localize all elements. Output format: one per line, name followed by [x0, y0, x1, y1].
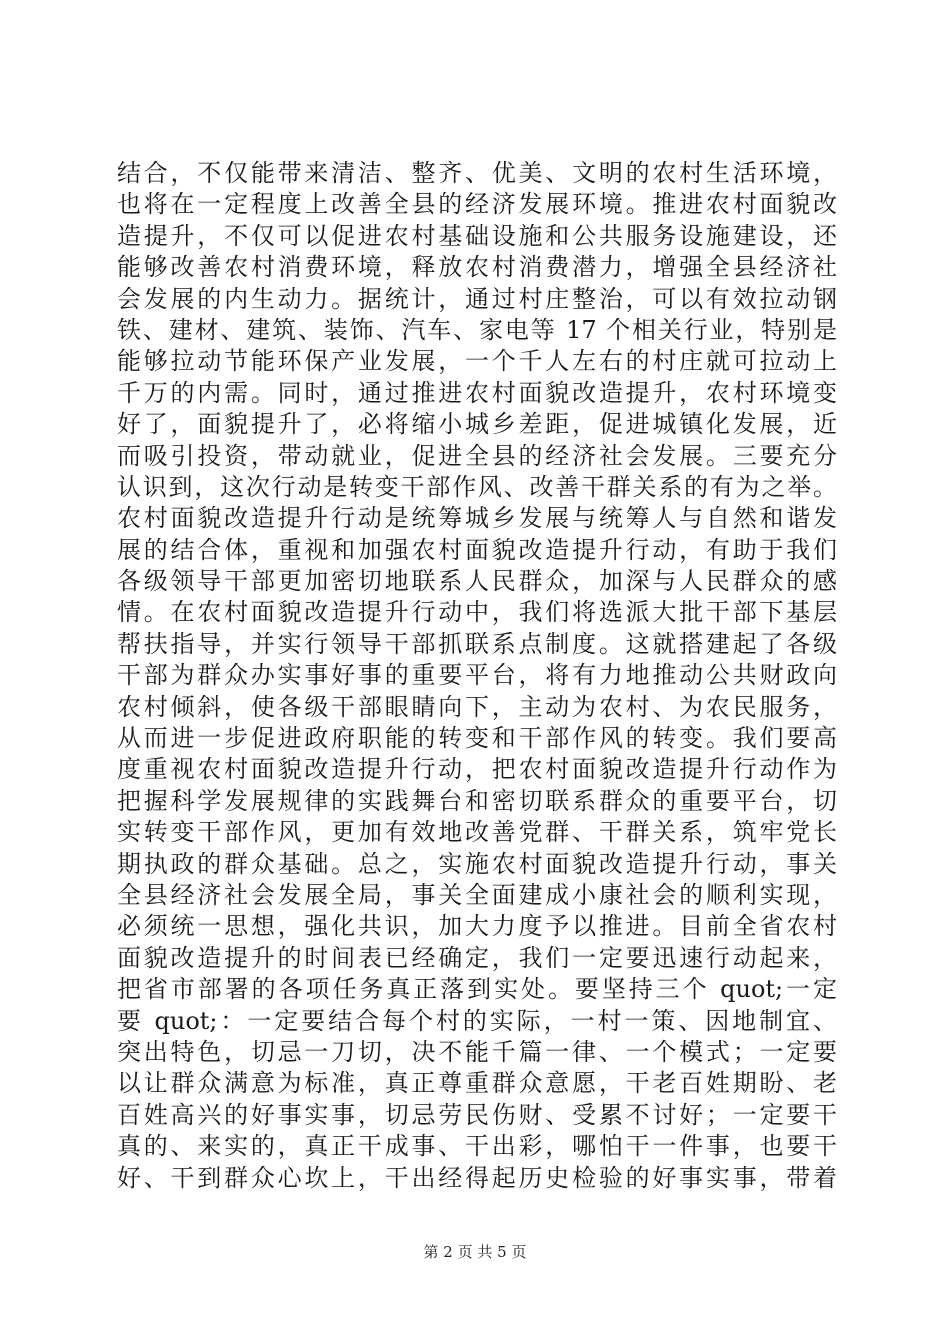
text-line: 情。在农村面貌改造提升行动中，我们将选派大批干部下基层	[117, 598, 837, 627]
body-text	[117, 158, 837, 1194]
text-line: 认识到，这次行动是转变干部作风、改善干群关系的有为之举。	[117, 472, 837, 501]
text-line: 以让群众满意为标准，真正尊重群众意愿，干老百姓期盼、老	[117, 1069, 837, 1098]
text-line: 也将在一定程度上改善全县的经济发展环境。推进农村面貌改	[117, 190, 837, 219]
text-line: 结合，不仅能带来清洁、整齐、优美、文明的农村生活环境，	[117, 159, 837, 187]
text-line: 实转变干部作风，更加有效地改善党群、干群关系，筑牢党长	[117, 818, 837, 847]
text-line: 必须统一思想，强化共识，加大力度予以推进。目前全省农村	[117, 912, 837, 941]
text-line: 真的、来实的，真正干成事、干出彩，哪怕干一件事，也要干	[117, 1132, 837, 1161]
text-line: 能够改善农村消费环境，释放农村消费潜力，增强全县经济社	[117, 253, 837, 282]
text-line: 会发展的内生动力。据统计，通过村庄整治，可以有效拉动钢	[117, 284, 837, 313]
text-line: 好了，面貌提升了，必将缩小城乡差距，促进城镇化发展，近	[117, 410, 837, 439]
text-line: 农村面貌改造提升行动是统筹城乡发展与统筹人与自然和谐发	[117, 504, 837, 533]
text-line: 铁、建材、建筑、装饰、汽车、家电等 17 个相关行业，特别是	[117, 315, 837, 344]
text-line: 全县经济社会发展全局，事关全面建成小康社会的顺利实现，	[117, 880, 837, 909]
text-line: 造提升，不仅可以促进农村基础设施和公共服务设施建设，还	[117, 221, 837, 250]
text-line: 期执政的群众基础。总之，实施农村面貌改造提升行动，事关	[117, 849, 837, 878]
text-line: 而吸引投资，带动就业，促进全县的经济社会发展。三要充分	[117, 441, 837, 470]
text-line: 农村倾斜，使各级干部眼睛向下，主动为农村、为农民服务，	[117, 692, 837, 721]
text-line: 从而进一步促进政府职能的转变和干部作风的转变。我们要高	[117, 724, 837, 753]
text-line: 百姓高兴的好事实事，切忌劳民伤财、受累不讨好；一定要干	[117, 1100, 837, 1129]
text-line: 面貌改造提升的时间表已经确定，我们一定要迅速行动起来，	[117, 943, 837, 972]
text-line: 把省市部署的各项任务真正落到实处。要坚持三个 quot;一定	[117, 975, 837, 1004]
text-line: 帮扶指导，并实行领导干部抓联系点制度。这就搭建起了各级	[117, 629, 837, 658]
text-line: 千万的内需。同时，通过推进农村面貌改造提升，农村环境变	[117, 378, 837, 407]
text-line: 干部为群众办实事好事的重要平台，将有力地推动公共财政向	[117, 661, 837, 690]
text-line: 突出特色，切忌一刀切，决不能千篇一律、一个模式；一定要	[117, 1037, 837, 1066]
page-footer: 第 2 页 共 5 页	[423, 1243, 527, 1261]
text-line: 各级领导干部更加密切地联系人民群众，加深与人民群众的感	[117, 567, 837, 596]
text-line: 把握科学发展规律的实践舞台和密切联系群众的重要平台，切	[117, 786, 837, 815]
text-line: 要 quot;：一定要结合每个村的实际，一村一策、因地制宜、	[117, 1006, 837, 1035]
text-line: 展的结合体，重视和加强农村面貌改造提升行动，有助于我们	[117, 535, 837, 564]
text-line: 好、干到群众心坎上，干出经得起历史检验的好事实事，带着	[117, 1163, 837, 1192]
text-line: 度重视农村面貌改造提升行动，把农村面貌改造提升行动作为	[117, 755, 837, 784]
text-line: 能够拉动节能环保产业发展，一个千人左右的村庄就可拉动上	[117, 347, 837, 376]
